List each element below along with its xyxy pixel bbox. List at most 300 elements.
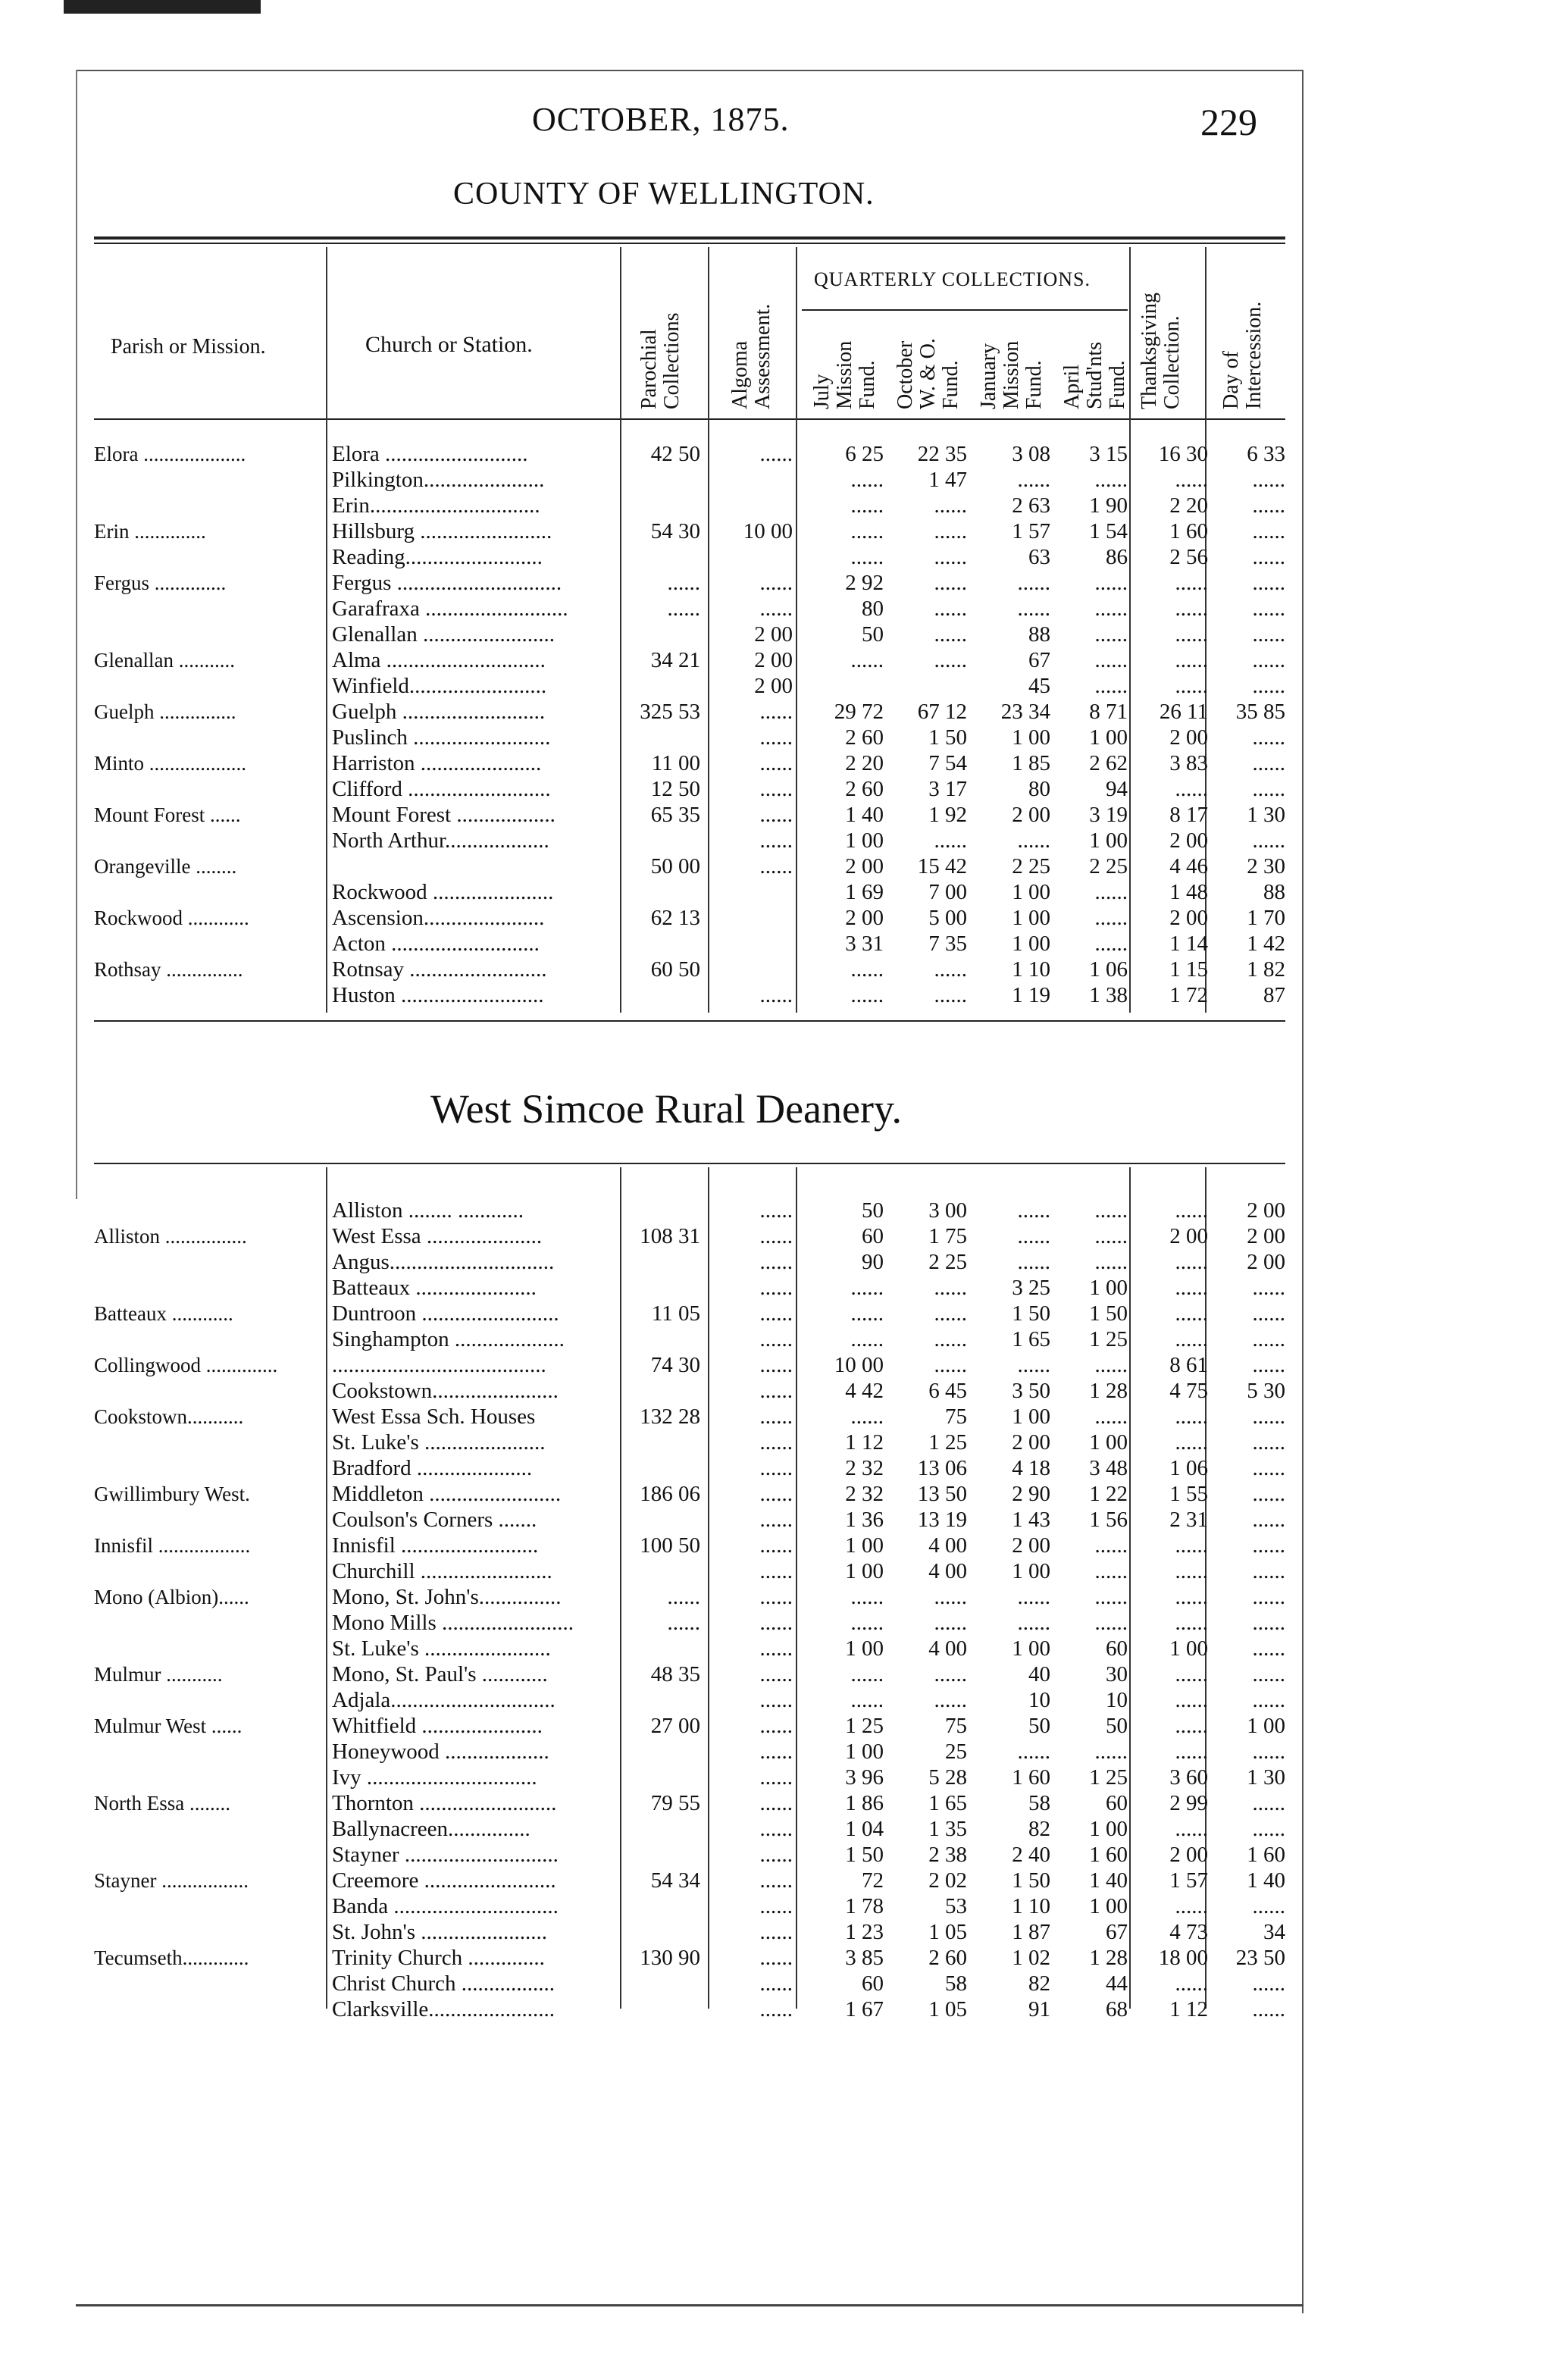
cell-oct: ...... xyxy=(934,571,967,595)
cell-apr: ...... xyxy=(1094,1559,1128,1583)
cell-parish xyxy=(94,1765,314,1790)
cell-jul: 1 00 xyxy=(845,1559,884,1583)
cell-jul: 72 xyxy=(862,1868,884,1893)
cell-tha: 16 30 xyxy=(1158,442,1208,466)
cell-jul: ...... xyxy=(850,957,884,982)
cell-alg: ...... xyxy=(759,1740,793,1764)
cell-jul: 1 40 xyxy=(845,803,884,827)
cell-alg xyxy=(717,957,793,982)
cell-jul: 60 xyxy=(862,1971,884,1996)
cell-day: ...... xyxy=(1252,1894,1285,1918)
cell-oct: ...... xyxy=(934,1585,967,1609)
cell-oct: 5 28 xyxy=(928,1765,967,1790)
cell-par: 12 50 xyxy=(650,777,700,801)
cell-apr: 3 48 xyxy=(1089,1456,1128,1480)
cell-jul: 1 23 xyxy=(845,1920,884,1944)
cell-par xyxy=(626,1765,700,1790)
cell-station: Coulson's Corners ....... xyxy=(332,1508,537,1532)
cell-jan: ...... xyxy=(1017,597,1050,621)
cell-day: ...... xyxy=(1252,648,1285,672)
table1-bottom-rule xyxy=(94,1020,1285,1022)
cell-par: ...... xyxy=(667,1611,700,1635)
cell-day: ...... xyxy=(1252,751,1285,775)
station-column-header: Church or Station. xyxy=(365,332,533,357)
cell-jul: 29 72 xyxy=(834,700,884,724)
cell-oct: 1 92 xyxy=(928,803,967,827)
cell-alg: ...... xyxy=(759,442,793,466)
cell-tha: 2 31 xyxy=(1169,1508,1208,1532)
cell-alg: ...... xyxy=(759,1920,793,1944)
cell-par: 11 05 xyxy=(651,1301,700,1326)
cell-jan: ...... xyxy=(1017,1198,1050,1223)
cell-apr: 86 xyxy=(1106,545,1128,569)
cell-day: ...... xyxy=(1252,1327,1285,1351)
cell-jan: 1 02 xyxy=(1012,1946,1050,1970)
cell-apr: ...... xyxy=(1094,932,1128,956)
cell-station: Ascension...................... xyxy=(332,906,545,930)
cell-alg: ...... xyxy=(759,1688,793,1712)
cell-apr: 1 00 xyxy=(1089,1894,1128,1918)
cell-parish: Innisfil .................. xyxy=(94,1534,251,1557)
cell-parish xyxy=(94,1996,314,2022)
cell-day: 1 40 xyxy=(1247,1868,1285,1893)
vline xyxy=(796,1167,797,2009)
cell-jan: ...... xyxy=(1017,571,1050,595)
cell-jul: ...... xyxy=(850,1611,884,1635)
cell-par: 34 21 xyxy=(650,648,700,672)
cell-alg: ...... xyxy=(759,1971,793,1996)
cell-oct: ...... xyxy=(934,1611,967,1635)
cell-oct: 25 xyxy=(945,1740,967,1764)
cell-tha: ...... xyxy=(1175,1611,1208,1635)
cell-day: ...... xyxy=(1252,1353,1285,1377)
cell-jul: 1 36 xyxy=(845,1508,884,1532)
cell-parish xyxy=(94,1558,314,1584)
cell-jan: 1 00 xyxy=(1012,1636,1050,1661)
cell-oct: ...... xyxy=(934,828,967,853)
cell-station: Guelph .......................... xyxy=(332,700,546,724)
cell-oct: ...... xyxy=(934,1276,967,1300)
frame-left-rule xyxy=(76,70,77,1199)
cell-par xyxy=(626,1198,700,1223)
cell-day: 5 30 xyxy=(1247,1379,1285,1403)
cell-apr: 1 00 xyxy=(1089,1430,1128,1455)
cell-apr: 1 90 xyxy=(1089,493,1128,518)
cell-parish: Rothsay ............... xyxy=(94,958,243,981)
cell-jan: ...... xyxy=(1017,1224,1050,1248)
cell-par xyxy=(626,982,700,1008)
cell-oct: 1 35 xyxy=(928,1817,967,1841)
cell-station: Ivy ............................... xyxy=(332,1765,537,1790)
parish-column-header: Parish or Mission. xyxy=(111,335,266,359)
cell-parish xyxy=(94,1919,314,1945)
cell-tha: ...... xyxy=(1175,1585,1208,1609)
cell-day: ...... xyxy=(1252,725,1285,750)
cell-station: ....................................... xyxy=(332,1353,546,1377)
cell-oct: 1 25 xyxy=(928,1430,967,1455)
cell-day: ...... xyxy=(1252,1636,1285,1661)
cell-station: Angus.............................. xyxy=(332,1250,555,1274)
cell-alg: ...... xyxy=(759,1405,793,1429)
january-column-header: January Mission Fund. xyxy=(977,340,1046,409)
cell-tha: ...... xyxy=(1175,1740,1208,1764)
cell-day: 1 30 xyxy=(1247,1765,1285,1790)
cell-jul: 1 86 xyxy=(845,1791,884,1815)
cell-parish xyxy=(94,1816,314,1842)
vline xyxy=(796,247,797,1013)
cell-jul: 6 25 xyxy=(845,442,884,466)
cell-parish xyxy=(94,828,314,853)
cell-parish xyxy=(94,1455,314,1481)
cell-jan: 58 xyxy=(1028,1791,1050,1815)
cell-parish xyxy=(94,1971,314,1996)
cell-jul: ...... xyxy=(850,1301,884,1326)
cell-apr: 1 25 xyxy=(1089,1327,1128,1351)
cell-day: ...... xyxy=(1252,1456,1285,1480)
cell-parish xyxy=(94,467,314,493)
cell-jul: 3 85 xyxy=(845,1946,884,1970)
cell-day: 6 33 xyxy=(1247,442,1285,466)
cell-day: 35 85 xyxy=(1235,700,1285,724)
cell-parish xyxy=(94,673,314,699)
cell-station: Churchill ........................ xyxy=(332,1559,552,1583)
cell-tha: 2 00 xyxy=(1169,1224,1208,1248)
cell-oct: 2 02 xyxy=(928,1868,967,1893)
cell-par xyxy=(626,1636,700,1661)
cell-jan: 1 50 xyxy=(1012,1868,1050,1893)
cell-parish: Mulmur ........... xyxy=(94,1663,223,1686)
cell-jan: 2 63 xyxy=(1012,493,1050,518)
cell-day: ...... xyxy=(1252,1276,1285,1300)
cell-jul: ...... xyxy=(850,1688,884,1712)
cell-alg: ...... xyxy=(759,1482,793,1506)
cell-tha: ...... xyxy=(1175,571,1208,595)
cell-station: Trinity Church .............. xyxy=(332,1946,545,1970)
cell-apr: 1 40 xyxy=(1089,1868,1128,1893)
cell-par xyxy=(626,879,700,905)
cell-jul: 2 00 xyxy=(845,906,884,930)
cell-oct: 2 25 xyxy=(928,1250,967,1274)
cell-oct: 15 42 xyxy=(917,854,967,878)
cell-station: Garafraxa .......................... xyxy=(332,597,568,621)
vline xyxy=(708,247,709,1013)
cell-jul: 60 xyxy=(862,1224,884,1248)
cell-parish xyxy=(94,1198,314,1223)
cell-alg: ...... xyxy=(759,1224,793,1248)
cell-alg: ...... xyxy=(759,1533,793,1558)
cell-jan: 3 25 xyxy=(1012,1276,1050,1300)
cell-jan: 3 50 xyxy=(1012,1379,1050,1403)
cell-jul: 2 92 xyxy=(845,571,884,595)
cell-apr: 1 60 xyxy=(1089,1843,1128,1867)
cell-day: ...... xyxy=(1252,1997,1285,2021)
cell-parish xyxy=(94,1739,314,1765)
cell-jul: 1 00 xyxy=(845,828,884,853)
cell-par: 27 00 xyxy=(650,1714,700,1738)
cell-jan: 23 34 xyxy=(1000,700,1050,724)
cell-day: ...... xyxy=(1252,597,1285,621)
cell-jul: ...... xyxy=(850,983,884,1007)
cell-jul: 50 xyxy=(862,1198,884,1223)
cell-tha: 1 72 xyxy=(1169,983,1208,1007)
cell-parish: Glenallan ........... xyxy=(94,649,235,672)
cell-day: ...... xyxy=(1252,1405,1285,1429)
cell-day: ...... xyxy=(1252,828,1285,853)
cell-jan: 1 43 xyxy=(1012,1508,1050,1532)
cell-par xyxy=(626,1378,700,1404)
cell-tha: 3 83 xyxy=(1169,751,1208,775)
cell-day: ...... xyxy=(1252,1301,1285,1326)
cell-parish xyxy=(94,1636,314,1661)
cell-par: 108 31 xyxy=(640,1224,700,1248)
cell-tha: 3 60 xyxy=(1169,1765,1208,1790)
cell-station: Alliston ........ ............ xyxy=(332,1198,524,1223)
cell-jan: 82 xyxy=(1028,1817,1050,1841)
cell-alg: ...... xyxy=(759,983,793,1007)
cell-oct: ...... xyxy=(934,957,967,982)
cell-apr: 1 00 xyxy=(1089,828,1128,853)
cell-par: ...... xyxy=(667,571,700,595)
cell-oct: ...... xyxy=(934,1688,967,1712)
cell-apr: 1 00 xyxy=(1089,1817,1128,1841)
cell-jul: 1 00 xyxy=(845,1740,884,1764)
cell-jan: 1 00 xyxy=(1012,906,1050,930)
cell-tha: ...... xyxy=(1175,622,1208,647)
cell-jan: 1 00 xyxy=(1012,725,1050,750)
cell-station: Ballynacreen............... xyxy=(332,1817,530,1841)
cell-day: 1 00 xyxy=(1247,1714,1285,1738)
cell-alg: ...... xyxy=(759,1791,793,1815)
cell-station: St. Luke's ....................... xyxy=(332,1636,551,1661)
cell-alg: ...... xyxy=(759,854,793,878)
cell-alg: ...... xyxy=(759,1585,793,1609)
cell-parish xyxy=(94,544,314,570)
cell-par xyxy=(626,1687,700,1713)
cell-day: ...... xyxy=(1252,1533,1285,1558)
cell-parish: Tecumseth............. xyxy=(94,1946,249,1969)
cell-alg: ...... xyxy=(759,751,793,775)
cell-jul: 10 00 xyxy=(834,1353,884,1377)
cell-apr: ...... xyxy=(1094,1198,1128,1223)
cell-station: Whitfield ...................... xyxy=(332,1714,543,1738)
cell-par xyxy=(626,1275,700,1301)
cell-station: Mount Forest .................. xyxy=(332,803,556,827)
vline xyxy=(326,247,327,1013)
cell-oct: 1 65 xyxy=(928,1791,967,1815)
cell-day: ...... xyxy=(1252,1688,1285,1712)
cell-tha: 1 12 xyxy=(1169,1997,1208,2021)
cell-jul: ...... xyxy=(850,519,884,543)
cell-oct: 13 06 xyxy=(917,1456,967,1480)
cell-jul: 1 12 xyxy=(845,1430,884,1455)
cell-apr: 3 19 xyxy=(1089,803,1128,827)
cell-apr: 2 62 xyxy=(1089,751,1128,775)
cell-par xyxy=(626,493,700,518)
cell-day: 2 30 xyxy=(1247,854,1285,878)
cell-apr: ...... xyxy=(1094,1353,1128,1377)
cell-tha: 2 00 xyxy=(1169,1843,1208,1867)
cell-par: 50 00 xyxy=(650,854,700,878)
cell-par: 132 28 xyxy=(640,1405,700,1429)
cell-parish xyxy=(94,1842,314,1868)
cell-parish: Alliston ................ xyxy=(94,1225,247,1248)
cell-parish xyxy=(94,1378,314,1404)
cell-jul: 1 67 xyxy=(845,1997,884,2021)
cell-day: ...... xyxy=(1252,1585,1285,1609)
cell-apr: 1 38 xyxy=(1089,983,1128,1007)
cell-tha: 8 17 xyxy=(1169,803,1208,827)
cell-parish: Mount Forest ...... xyxy=(94,803,241,826)
cell-jul: 1 50 xyxy=(845,1843,884,1867)
cell-jan: 2 25 xyxy=(1012,854,1050,878)
cell-station: Mono, St. John's............... xyxy=(332,1585,562,1609)
cell-oct: 1 47 xyxy=(928,468,967,492)
cell-jul: ...... xyxy=(850,545,884,569)
cell-day: ...... xyxy=(1252,622,1285,647)
cell-tha: ...... xyxy=(1175,1276,1208,1300)
cell-tha: 1 14 xyxy=(1169,932,1208,956)
cell-parish: Erin .............. xyxy=(94,520,206,543)
cell-apr: ...... xyxy=(1094,1740,1128,1764)
cell-par xyxy=(626,1919,700,1945)
cell-station: Rotnsay ......................... xyxy=(332,957,547,982)
cell-oct: 13 50 xyxy=(917,1482,967,1506)
cell-oct: ...... xyxy=(934,519,967,543)
cell-jul: ...... xyxy=(850,1662,884,1686)
cell-tha: ...... xyxy=(1175,597,1208,621)
cell-alg: ...... xyxy=(759,700,793,724)
cell-jan: 2 00 xyxy=(1012,1430,1050,1455)
cell-alg xyxy=(717,879,793,905)
cell-par xyxy=(626,1971,700,1996)
cell-par xyxy=(626,1996,700,2022)
thanksgiving-column-header: Thanksgiving Collection. xyxy=(1138,293,1184,409)
cell-par: 79 55 xyxy=(650,1791,700,1815)
cell-apr: 1 00 xyxy=(1089,1276,1128,1300)
cell-day: ...... xyxy=(1252,1482,1285,1506)
cell-alg: ...... xyxy=(759,1662,793,1686)
cell-day: 1 82 xyxy=(1247,957,1285,982)
cell-apr: 1 00 xyxy=(1089,725,1128,750)
cell-jan: 2 00 xyxy=(1012,803,1050,827)
cell-day: ...... xyxy=(1252,1559,1285,1583)
cell-alg xyxy=(717,905,793,931)
cell-tha: ...... xyxy=(1175,648,1208,672)
cell-parish xyxy=(94,1430,314,1455)
day-column-header: Day of Intercession. xyxy=(1219,301,1266,409)
algoma-column-header: Algoma Assessment. xyxy=(728,303,775,409)
cell-oct: 3 17 xyxy=(928,777,967,801)
cell-oct: 7 00 xyxy=(928,880,967,904)
cell-par: 186 06 xyxy=(640,1482,700,1506)
cell-parish: Guelph ............... xyxy=(94,700,236,723)
cell-tha: ...... xyxy=(1175,674,1208,698)
cell-jan: ...... xyxy=(1017,828,1050,853)
cell-station: Winfield......................... xyxy=(332,674,547,698)
cell-alg: ...... xyxy=(759,1508,793,1532)
cell-parish xyxy=(94,1507,314,1533)
cell-tha: 1 48 xyxy=(1169,880,1208,904)
frame-top-rule xyxy=(76,70,1304,71)
cell-oct: 75 xyxy=(945,1714,967,1738)
table1-top-rule-2 xyxy=(94,243,1285,244)
cell-alg: ...... xyxy=(759,725,793,750)
cell-jan: 10 xyxy=(1028,1688,1050,1712)
cell-tha: ...... xyxy=(1175,1250,1208,1274)
cell-oct: ...... xyxy=(934,597,967,621)
cell-station: Singhampton .................... xyxy=(332,1327,565,1351)
cell-jan: ...... xyxy=(1017,1250,1050,1274)
cell-jul: 1 69 xyxy=(845,880,884,904)
cell-alg: ...... xyxy=(759,1559,793,1583)
cell-day: ...... xyxy=(1252,1662,1285,1686)
cell-station: North Arthur................... xyxy=(332,828,549,853)
cell-alg: ...... xyxy=(759,1430,793,1455)
cell-jan: 50 xyxy=(1028,1714,1050,1738)
cell-jul: 3 31 xyxy=(845,932,884,956)
cell-jul: 4 42 xyxy=(845,1379,884,1403)
cell-apr: 44 xyxy=(1106,1971,1128,1996)
cell-oct: 2 38 xyxy=(928,1843,967,1867)
cell-alg: ...... xyxy=(759,1456,793,1480)
cell-station: Innisfil ......................... xyxy=(332,1533,539,1558)
cell-oct: 53 xyxy=(945,1894,967,1918)
cell-alg: ...... xyxy=(759,1379,793,1403)
cell-parish: Fergus .............. xyxy=(94,572,227,594)
cell-tha: ...... xyxy=(1175,1327,1208,1351)
cell-jan: 1 85 xyxy=(1012,751,1050,775)
cell-par: 74 30 xyxy=(650,1353,700,1377)
cell-jul: 2 60 xyxy=(845,725,884,750)
cell-station: Fergus .............................. xyxy=(332,571,562,595)
cell-par: 54 34 xyxy=(650,1868,700,1893)
cell-oct: 67 12 xyxy=(917,700,967,724)
cell-tha: ...... xyxy=(1175,1559,1208,1583)
cell-apr: 1 56 xyxy=(1089,1508,1128,1532)
cell-day: ...... xyxy=(1252,1817,1285,1841)
cell-oct: 6 45 xyxy=(928,1379,967,1403)
cell-apr: ...... xyxy=(1094,1250,1128,1274)
cell-day: ...... xyxy=(1252,545,1285,569)
cell-tha: 4 73 xyxy=(1169,1920,1208,1944)
cell-jul: ...... xyxy=(850,1585,884,1609)
cell-station: West Essa Sch. Houses xyxy=(332,1405,536,1429)
cell-parish xyxy=(94,1249,314,1275)
cell-apr: 50 xyxy=(1106,1714,1128,1738)
cell-tha: ...... xyxy=(1175,1533,1208,1558)
cell-par: 65 35 xyxy=(650,803,700,827)
cell-station: Elora .......................... xyxy=(332,442,528,466)
cell-jan: 67 xyxy=(1028,648,1050,672)
cell-par xyxy=(626,1739,700,1765)
cell-jan: 2 40 xyxy=(1012,1843,1050,1867)
cell-parish: Collingwood .............. xyxy=(94,1354,278,1376)
cell-day: ...... xyxy=(1252,571,1285,595)
cell-oct: ...... xyxy=(934,493,967,518)
cell-station: Huston .......................... xyxy=(332,983,544,1007)
cell-par xyxy=(626,1249,700,1275)
cell-alg: ...... xyxy=(759,1765,793,1790)
cell-apr: 1 50 xyxy=(1089,1301,1128,1326)
cell-alg: ...... xyxy=(759,803,793,827)
cell-oct: ...... xyxy=(934,1353,967,1377)
cell-oct: 3 00 xyxy=(928,1198,967,1223)
cell-parish: Batteaux ............ xyxy=(94,1302,233,1325)
cell-day: 1 60 xyxy=(1247,1843,1285,1867)
cell-alg xyxy=(717,544,793,570)
cell-station: Stayner ............................ xyxy=(332,1843,559,1867)
cell-jan: 1 65 xyxy=(1012,1327,1050,1351)
